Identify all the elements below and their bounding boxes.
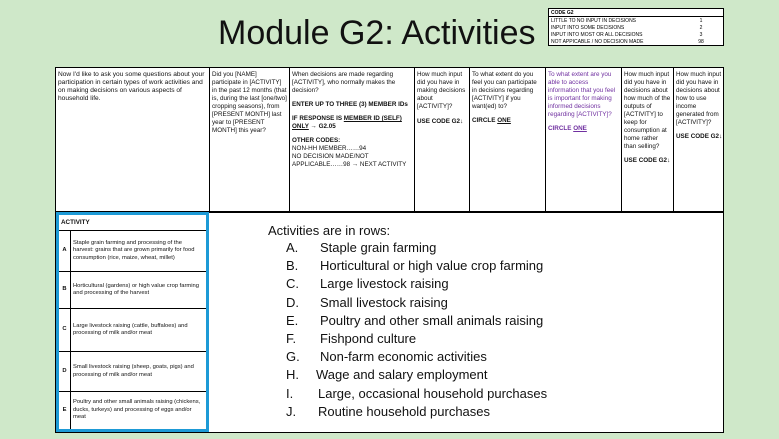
code-row: INPUT INTO MOST OR ALL DECISIONS 3: [551, 31, 703, 38]
activity-row-text: Horticultural (gardens) or high value crop farming and processing of the harvest: [73, 282, 199, 296]
q6-text: How much input did you have in decisions about how much of the outputs of [ACTIVITY] to keep for consumption at home rather than selling?: [624, 71, 671, 150]
page-title: Module G2: Activities: [218, 14, 536, 52]
activity-row-letter: E: [59, 392, 71, 429]
activity-row: [59, 392, 206, 429]
list-item: H. Wage and salary employment: [286, 367, 488, 383]
list-item: B. Horticultural or high value crop farming: [286, 258, 544, 274]
activity-row-text: Small livestock raising (sheep, goats, pigs) and processing of milk and/or meat: [73, 364, 194, 378]
list-item: A. Staple grain farming: [286, 240, 437, 255]
list-item: F. Fishpond culture: [286, 330, 417, 346]
q5-text: To what extent are you able to access information that you feel is important for making informed decisions regarding [ACTIVITY]?: [548, 71, 616, 118]
q2-text: When decisions are made regarding [ACTIVITY], who normally makes the decision?: [292, 71, 396, 94]
q2-column: [290, 68, 415, 211]
list-item: J. Routine household purchases: [286, 403, 491, 419]
question-header-table: [55, 67, 724, 212]
q2-other-codes-label: OTHER CODES:: [292, 137, 341, 144]
list-item: G. Non-farm economic activities: [286, 349, 487, 365]
q2-code-1: NON-HH MEMBER……94: [292, 145, 367, 152]
q1-text: Did you [NAME] participate in [ACTIVITY] in the past 12 months (that is, during the last [one/two] cropping seasons), from [PRESENT MONTH] last year to [PRESENT MONTH] this year?: [212, 71, 287, 134]
q2-code-2: NO DECISION MADE/NOT APPLICABLE……98 → NEXT ACTIVITY: [292, 153, 407, 168]
code-legend-heading: CODE G2: [549, 9, 724, 17]
activity-table-header: ACTIVITY: [59, 215, 206, 231]
q5-column: [546, 68, 622, 211]
activity-row-text: Poultry and other small animals raising (chickens, ducks, turkeys) and processing of eggs and/or meat: [73, 399, 201, 421]
intro-column: [56, 68, 210, 211]
activity-row-text: Large livestock raising (cattle, buffaloes) and processing of milk and/or meat: [73, 322, 188, 336]
q6-instruction: USE CODE G2↓: [624, 157, 671, 164]
list-item: E. Poultry and other small animals raising: [286, 312, 544, 328]
code-row: INPUT INTO SOME DECISIONS 2: [551, 24, 703, 31]
q2-enter-instruction: ENTER UP TO THREE (3) MEMBER IDs: [292, 101, 408, 108]
q7-column: [674, 68, 725, 211]
list-item: D. Small livestock raising: [286, 294, 448, 310]
q3-column: [415, 68, 470, 211]
code-row: LITTLE TO NO INPUT IN DECISIONS 1: [551, 17, 703, 24]
activity-row-letter: D: [59, 352, 71, 391]
q3-instruction: USE CODE G2↓: [417, 118, 464, 125]
q5-instruction: CIRCLE ONE: [548, 125, 587, 132]
q7-instruction: USE CODE G2↓: [676, 133, 723, 140]
intro-text: Now I'd like to ask you some questions about your participation in certain types of work activities and on making decisions on various aspects of household life.: [58, 71, 205, 102]
activity-row: [59, 231, 206, 272]
activities-list-title: Activities are in rows:: [268, 223, 391, 238]
activity-table: [56, 212, 209, 432]
activity-row-letter: C: [59, 309, 71, 351]
q4-column: [470, 68, 546, 211]
activity-row-letter: A: [59, 231, 71, 271]
list-item: I. Large, occasional household purchases: [286, 385, 548, 401]
activity-row: [59, 272, 206, 309]
activity-row: [59, 352, 206, 392]
activity-row: [59, 309, 206, 352]
activity-row-text: Staple grain farming and processing of the harvest: grains that are grown primarily for food consumption (rice, maize, wheat, millet): [73, 239, 195, 261]
q4-text: To what extent do you feel you can participate in decisions regarding [ACTIVITY] if you want(ed) to?: [472, 71, 537, 110]
q1-column: [210, 68, 290, 211]
q4-instruction: CIRCLE ONE: [472, 117, 511, 124]
activities-list: [286, 240, 547, 422]
code-legend-table: [548, 8, 724, 46]
q2-skip-instruction: IF RESPONSE IS MEMBER ID (SELF) ONLY → G2.05: [292, 115, 402, 130]
q3-text: How much input did you have in making decisions about [ACTIVITY]?: [417, 71, 466, 110]
code-row: NOT APPICABLE / NO DECISION MADE 98: [551, 38, 704, 45]
q6-column: [622, 68, 674, 211]
q7-text: How much input did you have in decisions about how to use income generated from [ACTIVITY]?: [676, 71, 722, 126]
list-item: C. Large livestock raising: [286, 276, 449, 292]
activity-row-letter: B: [59, 272, 71, 308]
